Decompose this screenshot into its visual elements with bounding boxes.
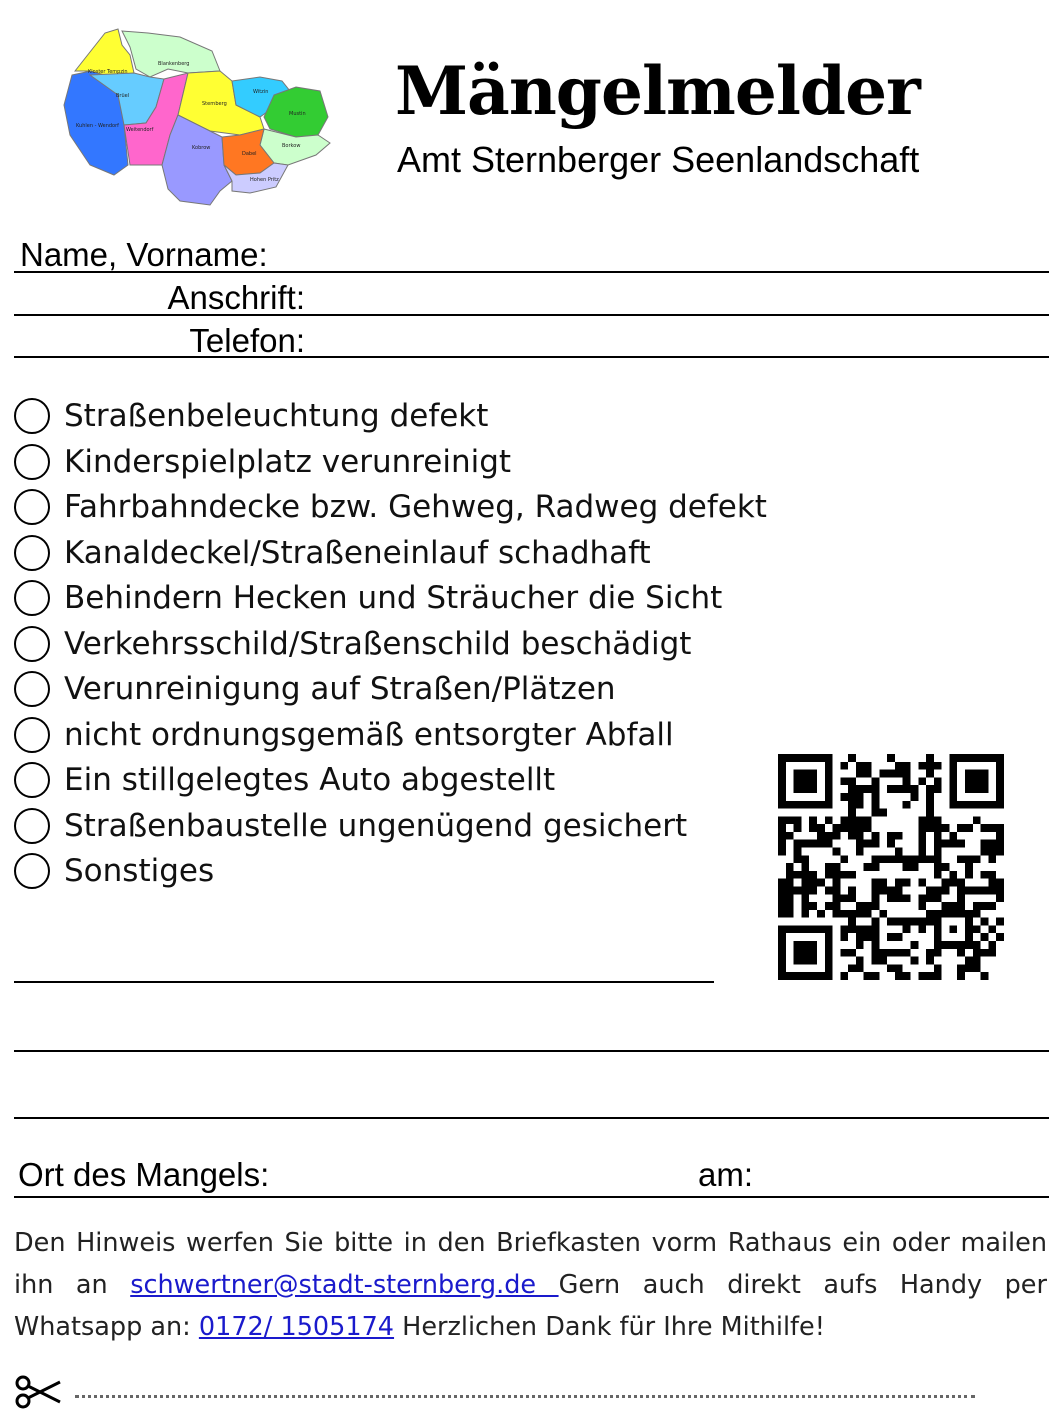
radio-circle[interactable] [14,489,50,525]
phone-field-label: Telefon: [189,322,305,359]
page-subtitle: Amt Sternberger Seenlandschaft [397,139,920,180]
date-field-label: am: [698,1156,754,1193]
map-label: Kuhlen - Wendorf [76,123,119,129]
checklist-item[interactable]: Sonstiges [14,849,214,893]
name-field-label: Name, Vorname: [20,236,268,273]
map-label: Kobrow [192,145,211,151]
checklist-item[interactable]: Fahrbahndecke bzw. Gehweg, Radweg defekt [14,485,767,529]
scissors-icon [14,1372,64,1412]
radio-circle[interactable] [14,853,50,889]
description-line[interactable] [14,1050,1049,1052]
instructions-text [14,1222,1047,1348]
checklist-item[interactable]: Kinderspielplatz verunreinigt [14,440,511,484]
checklist-item[interactable]: nicht ordnungsgemäß entsorgter Abfall [14,713,674,757]
map-label: Dabel [242,151,257,157]
map-label: Brüel [116,93,130,99]
radio-circle[interactable] [14,762,50,798]
map-label: Hohen Pritz [250,177,279,183]
instructions-part: Herzlichen Dank für Ihre Mithilfe! [394,1312,825,1342]
radio-circle[interactable] [14,535,50,571]
other-description-line[interactable] [14,981,714,983]
checklist-item[interactable]: Verunreinigung auf Straßen/Plätzen [14,667,616,711]
description-line[interactable] [14,1117,1049,1119]
checklist-item[interactable]: Verkehrsschild/Straßenschild beschädigt [14,622,691,666]
region-map [60,25,340,210]
qr-code-icon [778,754,1004,980]
radio-circle[interactable] [14,626,50,662]
checklist-item[interactable]: Kanaldeckel/Straßeneinlauf schadhaft [14,531,651,575]
map-label: Borkow [282,143,301,149]
phone-field[interactable] [14,356,1049,358]
radio-circle[interactable] [14,808,50,844]
checklist-item[interactable]: Straßenbeleuchtung defekt [14,394,488,438]
radio-circle[interactable] [14,580,50,616]
checklist-item[interactable]: Ein stillgelegtes Auto abgestellt [14,758,555,802]
checklist-item[interactable]: Behindern Hecken und Sträucher die Sicht [14,576,722,620]
location-date-field[interactable] [14,1196,1049,1198]
map-label: Witzin [253,89,269,95]
page-title: Mängelmelder [395,52,920,130]
radio-circle[interactable] [14,398,50,434]
map-label: Kloster Tempzin [88,69,128,75]
address-field[interactable] [14,314,1049,316]
whatsapp-phone-link[interactable]: 0172/ 1505174 [198,1312,395,1342]
checklist-item[interactable]: Straßenbaustelle ungenügend gesichert [14,804,687,848]
radio-circle[interactable] [14,717,50,753]
address-field-label: Anschrift: [167,279,305,316]
instructions-part: Gern auch direkt aufs Handy per Whatsapp an: [14,1270,1047,1342]
radio-circle[interactable] [14,671,50,707]
map-label: Blankenberg [158,61,190,67]
radio-circle[interactable] [14,444,50,480]
instructions-part: Den Hinweis werfen Sie bitte in den Briefkasten vorm Rathaus ein oder mailen ihn an [14,1228,1047,1300]
cut-line [75,1395,975,1398]
map-label: Sternberg [202,101,227,107]
map-label: Weitendorf [126,127,154,133]
email-link[interactable]: schwertner@stadt-sternberg.de [130,1270,559,1300]
location-field-label: Ort des Mangels: [18,1156,270,1193]
map-label: Mustin [289,111,306,117]
map-region-blankenberg [122,31,220,77]
name-field[interactable] [14,271,1049,273]
